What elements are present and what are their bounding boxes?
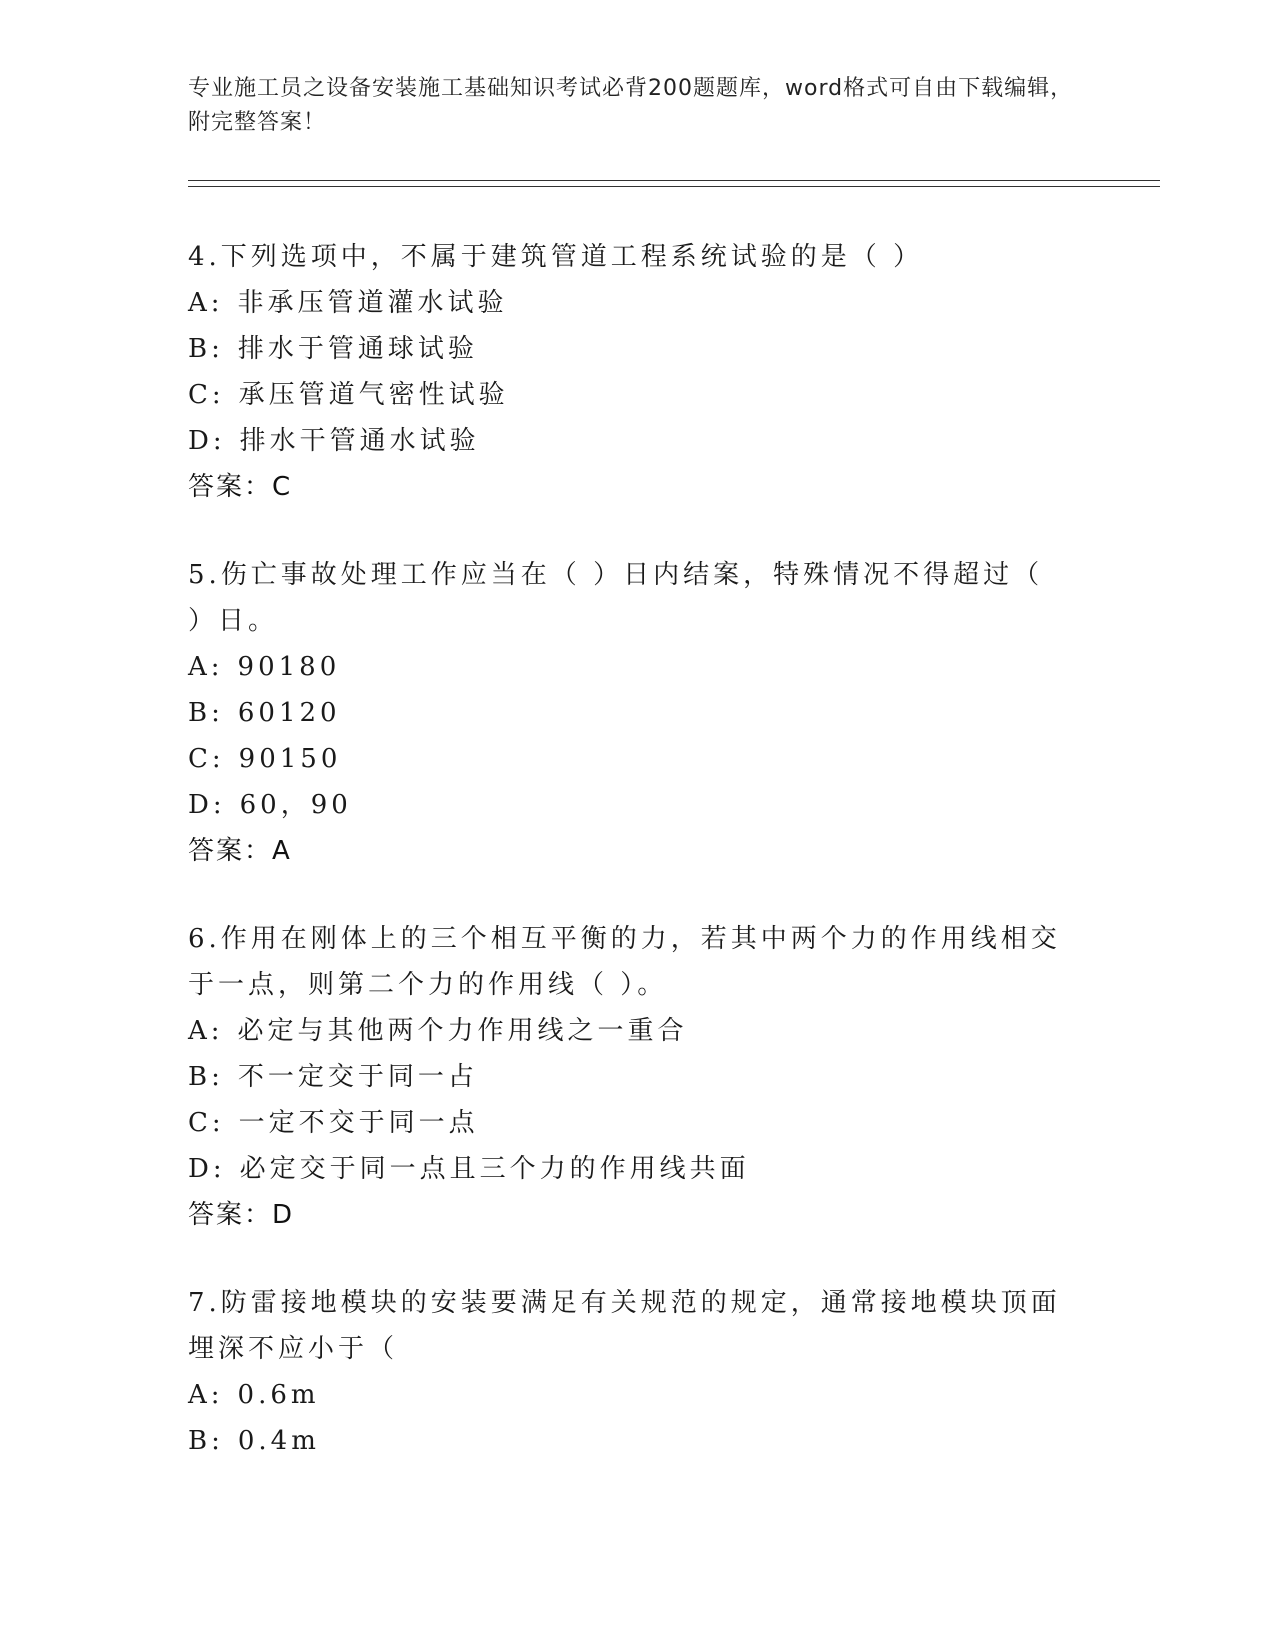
option-b — [188, 1418, 1148, 1464]
option-b — [188, 326, 1148, 372]
option-c — [188, 736, 1148, 782]
option-text: 必定与其他两个力作用线之一重合 — [237, 1016, 688, 1046]
option-text: 排水于管通球试验 — [237, 334, 478, 364]
option-key: A: — [188, 288, 224, 318]
option-text: 承压管道气密性试验 — [238, 380, 509, 410]
option-key: B: — [188, 698, 224, 728]
option-text: 0.6m — [237, 1380, 320, 1410]
option-text: 90180 — [237, 652, 341, 682]
option-key: C: — [188, 1108, 225, 1138]
option-key: D: — [188, 790, 226, 820]
option-a — [188, 280, 1148, 326]
option-b — [188, 690, 1148, 736]
option-text: 60120 — [237, 698, 341, 728]
option-key: B: — [188, 1062, 224, 1092]
question-text: 4.下列选项中，不属于建筑管道工程系统试验的是（ ） — [188, 242, 924, 272]
header-rule-top — [188, 180, 1160, 181]
option-key: D: — [188, 426, 226, 456]
answer: 答案：A — [188, 836, 292, 866]
option-text: 排水干管通水试验 — [239, 426, 480, 456]
option-c — [188, 1100, 1148, 1146]
document-header: 专业施工员之设备安装施工基础知识考试必背200题题库，word格式可自由下载编辑，附完整答案！ — [188, 76, 1074, 135]
question-4 — [188, 234, 1148, 510]
option-text: 不一定交于同一占 — [237, 1062, 478, 1092]
option-text: 90150 — [238, 744, 342, 774]
question-5 — [188, 552, 1148, 874]
option-b — [188, 1054, 1148, 1100]
option-text: 一定不交于同一点 — [238, 1108, 479, 1138]
option-text: 0.4m — [237, 1426, 320, 1456]
option-a — [188, 644, 1148, 690]
option-d — [188, 418, 1148, 464]
answer: 答案：C — [188, 472, 293, 502]
option-key: A: — [188, 1016, 224, 1046]
option-key: D: — [188, 1154, 226, 1184]
question-7 — [188, 1280, 1148, 1464]
option-key: C: — [188, 744, 225, 774]
question-6 — [188, 916, 1148, 1238]
option-text: 非承压管道灌水试验 — [237, 288, 508, 318]
question-list — [188, 234, 1148, 1506]
option-key: C: — [188, 380, 225, 410]
option-c — [188, 372, 1148, 418]
option-a — [188, 1372, 1148, 1418]
option-key: B: — [188, 334, 224, 364]
option-text: 60，90 — [239, 790, 352, 820]
question-text: 6.作用在刚体上的三个相互平衡的力，若其中两个力的作用线相交于一点，则第二个力的作用线（ ）。 — [188, 924, 1061, 1000]
option-key: A: — [188, 652, 224, 682]
option-text: 必定交于同一点且三个力的作用线共面 — [239, 1154, 750, 1184]
option-key: A: — [188, 1380, 224, 1410]
option-d — [188, 782, 1148, 828]
question-text: 5.伤亡事故处理工作应当在（ ）日内结案，特殊情况不得超过（ ）日。 — [188, 560, 1044, 636]
answer: 答案：D — [188, 1200, 295, 1230]
question-text: 7.防雷接地模块的安装要满足有关规范的规定，通常接地模块顶面埋深不应小于（ — [188, 1288, 1061, 1364]
header-rule-bottom — [188, 186, 1160, 187]
option-key: B: — [188, 1426, 224, 1456]
option-d — [188, 1146, 1148, 1192]
option-a — [188, 1008, 1148, 1054]
